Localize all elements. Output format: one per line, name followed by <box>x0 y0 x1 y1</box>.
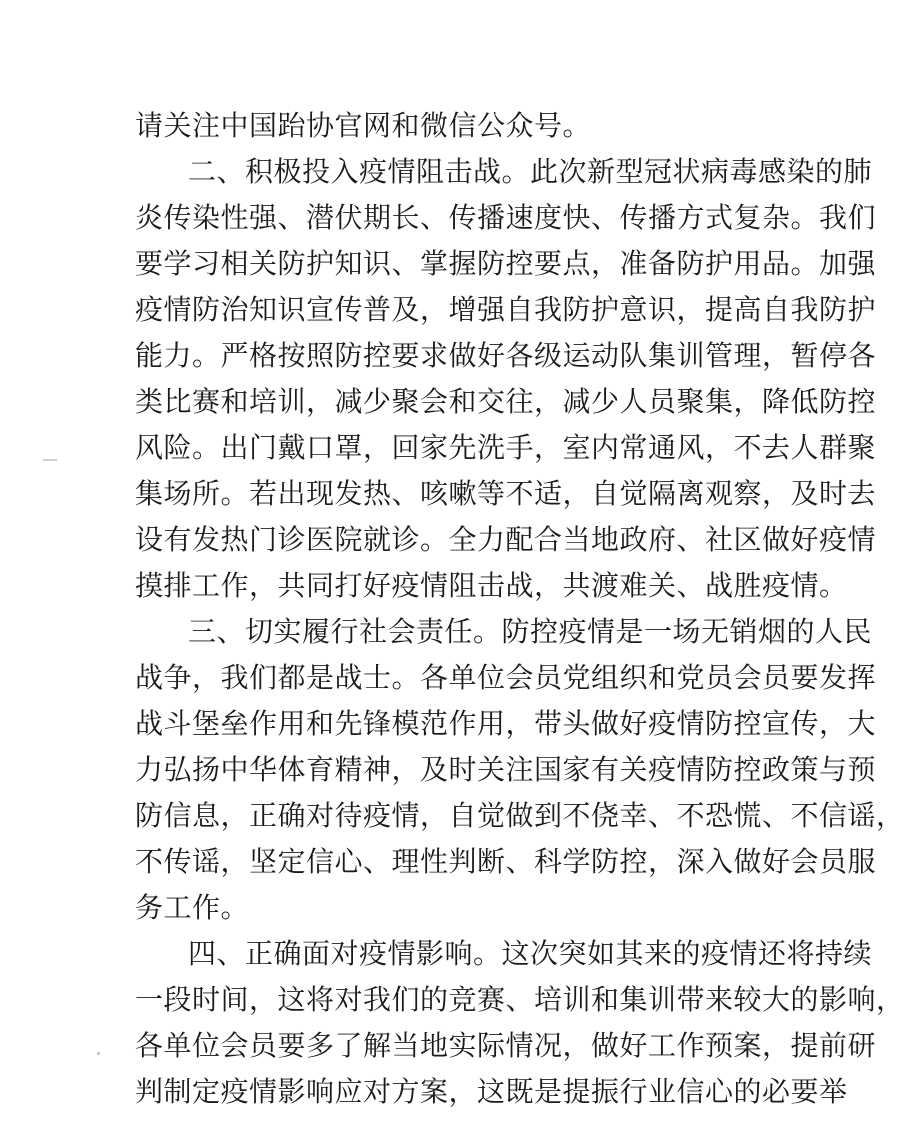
text-line: 各单位会员要多了解当地实际情况，做好工作预案，提前研 <box>135 1029 877 1062</box>
text-line: 战争，我们都是战士。各单位会员党组织和党员会员要发挥 <box>135 661 877 694</box>
text-line: 疫情防治知识宣传普及，增强自我防护意识，提高自我防护 <box>135 293 877 326</box>
text-line: 要学习相关防护知识、掌握防控要点，准备防护用品。加强 <box>135 247 877 280</box>
text-line: 力弘扬中华体育精神，及时关注国家有关疫情防控政策与预 <box>135 753 877 786</box>
paragraph-heading-line: 二、积极投入疫情阻击战。此次新型冠状病毒感染的肺 <box>188 155 873 188</box>
text-line: 类比赛和培训，减少聚会和交往，减少人员聚集，降低防控 <box>135 385 877 418</box>
text-line: 摸排工作，共同打好疫情阻击战，共渡难关、战胜疫情。 <box>135 569 848 602</box>
text-line: 判制定疫情影响应对方案，这既是提振行业信心的必要举 <box>135 1075 848 1108</box>
paragraph-heading-line: 四、正确面对疫情影响。这次突如其来的疫情还将持续 <box>188 937 873 970</box>
scan-dot <box>97 1052 100 1055</box>
text-line: 不传谣，坚定信心、理性判断、科学防控，深入做好会员服 <box>135 845 877 878</box>
text-line: 设有发热门诊医院就诊。全力配合当地政府、社区做好疫情 <box>135 523 877 556</box>
text-line: 集场所。若出现发热、咳嗽等不适，自觉隔离观察，及时去 <box>135 477 877 510</box>
text-line: 请关注中国跆协官网和微信公众号。 <box>135 109 592 142</box>
text-line: 风险。出门戴口罩，回家先洗手，室内常通风，不去人群聚 <box>135 431 877 464</box>
text-line: 战斗堡垒作用和先锋模范作用，带头做好疫情防控宣传，大 <box>135 707 877 740</box>
text-line: 务工作。 <box>135 891 250 924</box>
scan-mark <box>43 459 57 461</box>
text-line: 一段时间，这将对我们的竞赛、培训和集训带来较大的影响， <box>135 983 905 1016</box>
text-line: 能力。严格按照防控要求做好各级运动队集训管理，暂停各 <box>135 339 877 372</box>
text-line: 防信息，正确对待疫情，自觉做到不侥幸、不恐慌、不信谣， <box>135 799 905 832</box>
paragraph-heading-line: 三、切实履行社会责任。防控疫情是一场无销烟的人民 <box>188 615 873 648</box>
text-line: 炎传染性强、潜伏期长、传播速度快、传播方式复杂。我们 <box>135 201 877 234</box>
